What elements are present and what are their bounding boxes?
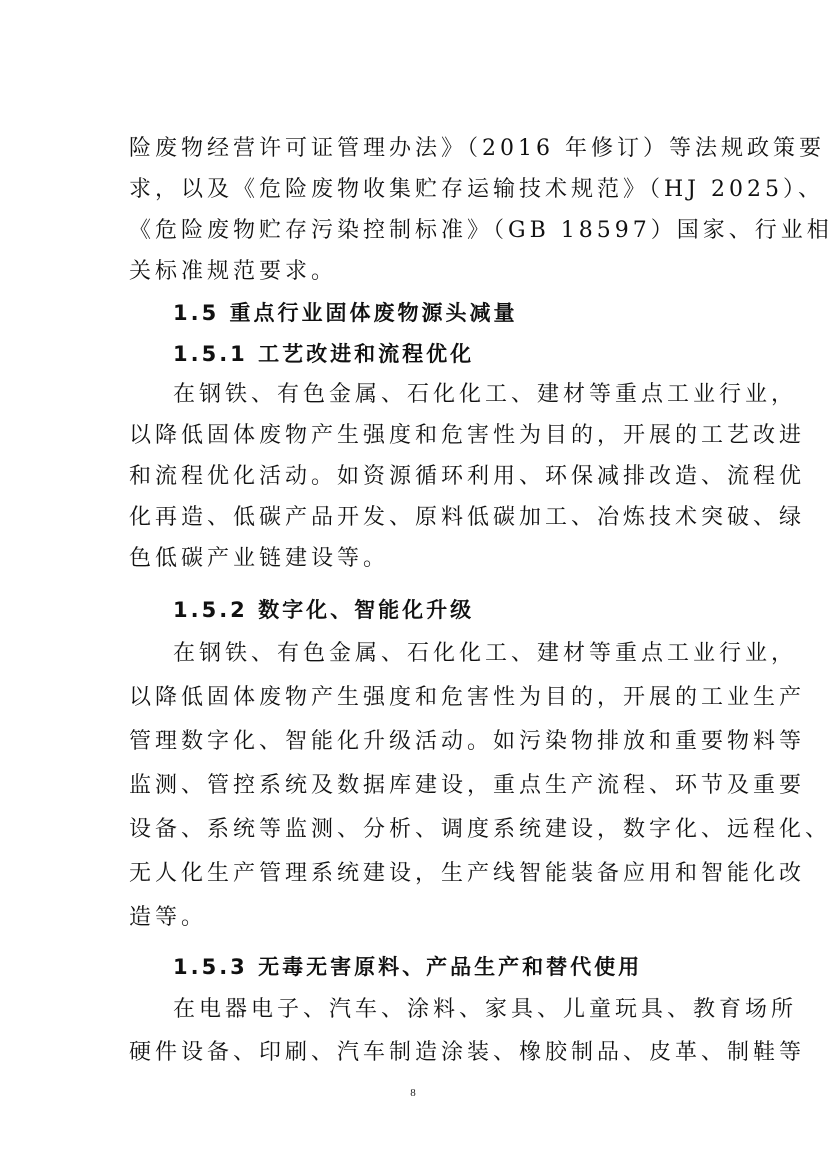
body-text-line: 和流程优化活动。如资源循环利用、环保减排改造、流程优 [129,464,806,489]
body-text-line: 监测、管控系统及数据库建设，重点生产流程、环节及重要 [129,773,806,798]
body-text-line: 化再造、低碳产品开发、原料低碳加工、冶炼技术突破、绿 [129,505,806,530]
section-heading-1-5: 1.5 重点行业固体废物源头减量 [173,301,518,325]
body-text-line: 硬件设备、印刷、汽车制造涂装、橡胶制品、皮革、制鞋等 [129,1040,806,1065]
section-heading-1-5-3: 1.5.3 无毒无害原料、产品生产和替代使用 [173,955,643,979]
body-text-line: 关标准规范要求。 [129,259,338,284]
body-text-line: 无人化生产管理系统建设，生产线智能装备应用和智能化改 [129,861,806,886]
body-text-line: 以降低固体废物产生强度和危害性为目的，开展的工艺改进 [129,423,806,448]
body-text-line: 在电器电子、汽车、涂料、家具、儿童玩具、教育场所 [173,997,798,1022]
body-text-line: 以降低固体废物产生强度和危害性为目的，开展的工业生产 [129,685,806,710]
body-text-line: 求，以及《危险废物收集贮存运输技术规范》（HJ 2025）、 [129,177,824,202]
body-text-line: 设备、系统等监测、分析、调度系统建设，数字化、远程化、 [129,817,832,842]
body-text-line: 在钢铁、有色金属、石化化工、建材等重点工业行业， [173,382,798,407]
body-text-line: 造等。 [129,905,208,930]
body-text-line: 管理数字化、智能化升级活动。如污染物排放和重要物料等 [129,729,806,754]
body-text-line: 色低碳产业链建设等。 [129,546,390,571]
section-heading-1-5-1: 1.5.1 工艺改进和流程优化 [173,342,475,366]
page-number: 8 [410,1087,416,1099]
section-heading-1-5-2: 1.5.2 数字化、智能化升级 [173,598,475,622]
body-text-line: 《危险废物贮存污染控制标准》（GB 18597）国家、行业相 [129,218,833,243]
body-text-line: 险废物经营许可证管理办法》（2016 年修订）等法规政策要 [129,136,825,161]
body-text-line: 在钢铁、有色金属、石化化工、建材等重点工业行业， [173,641,798,666]
